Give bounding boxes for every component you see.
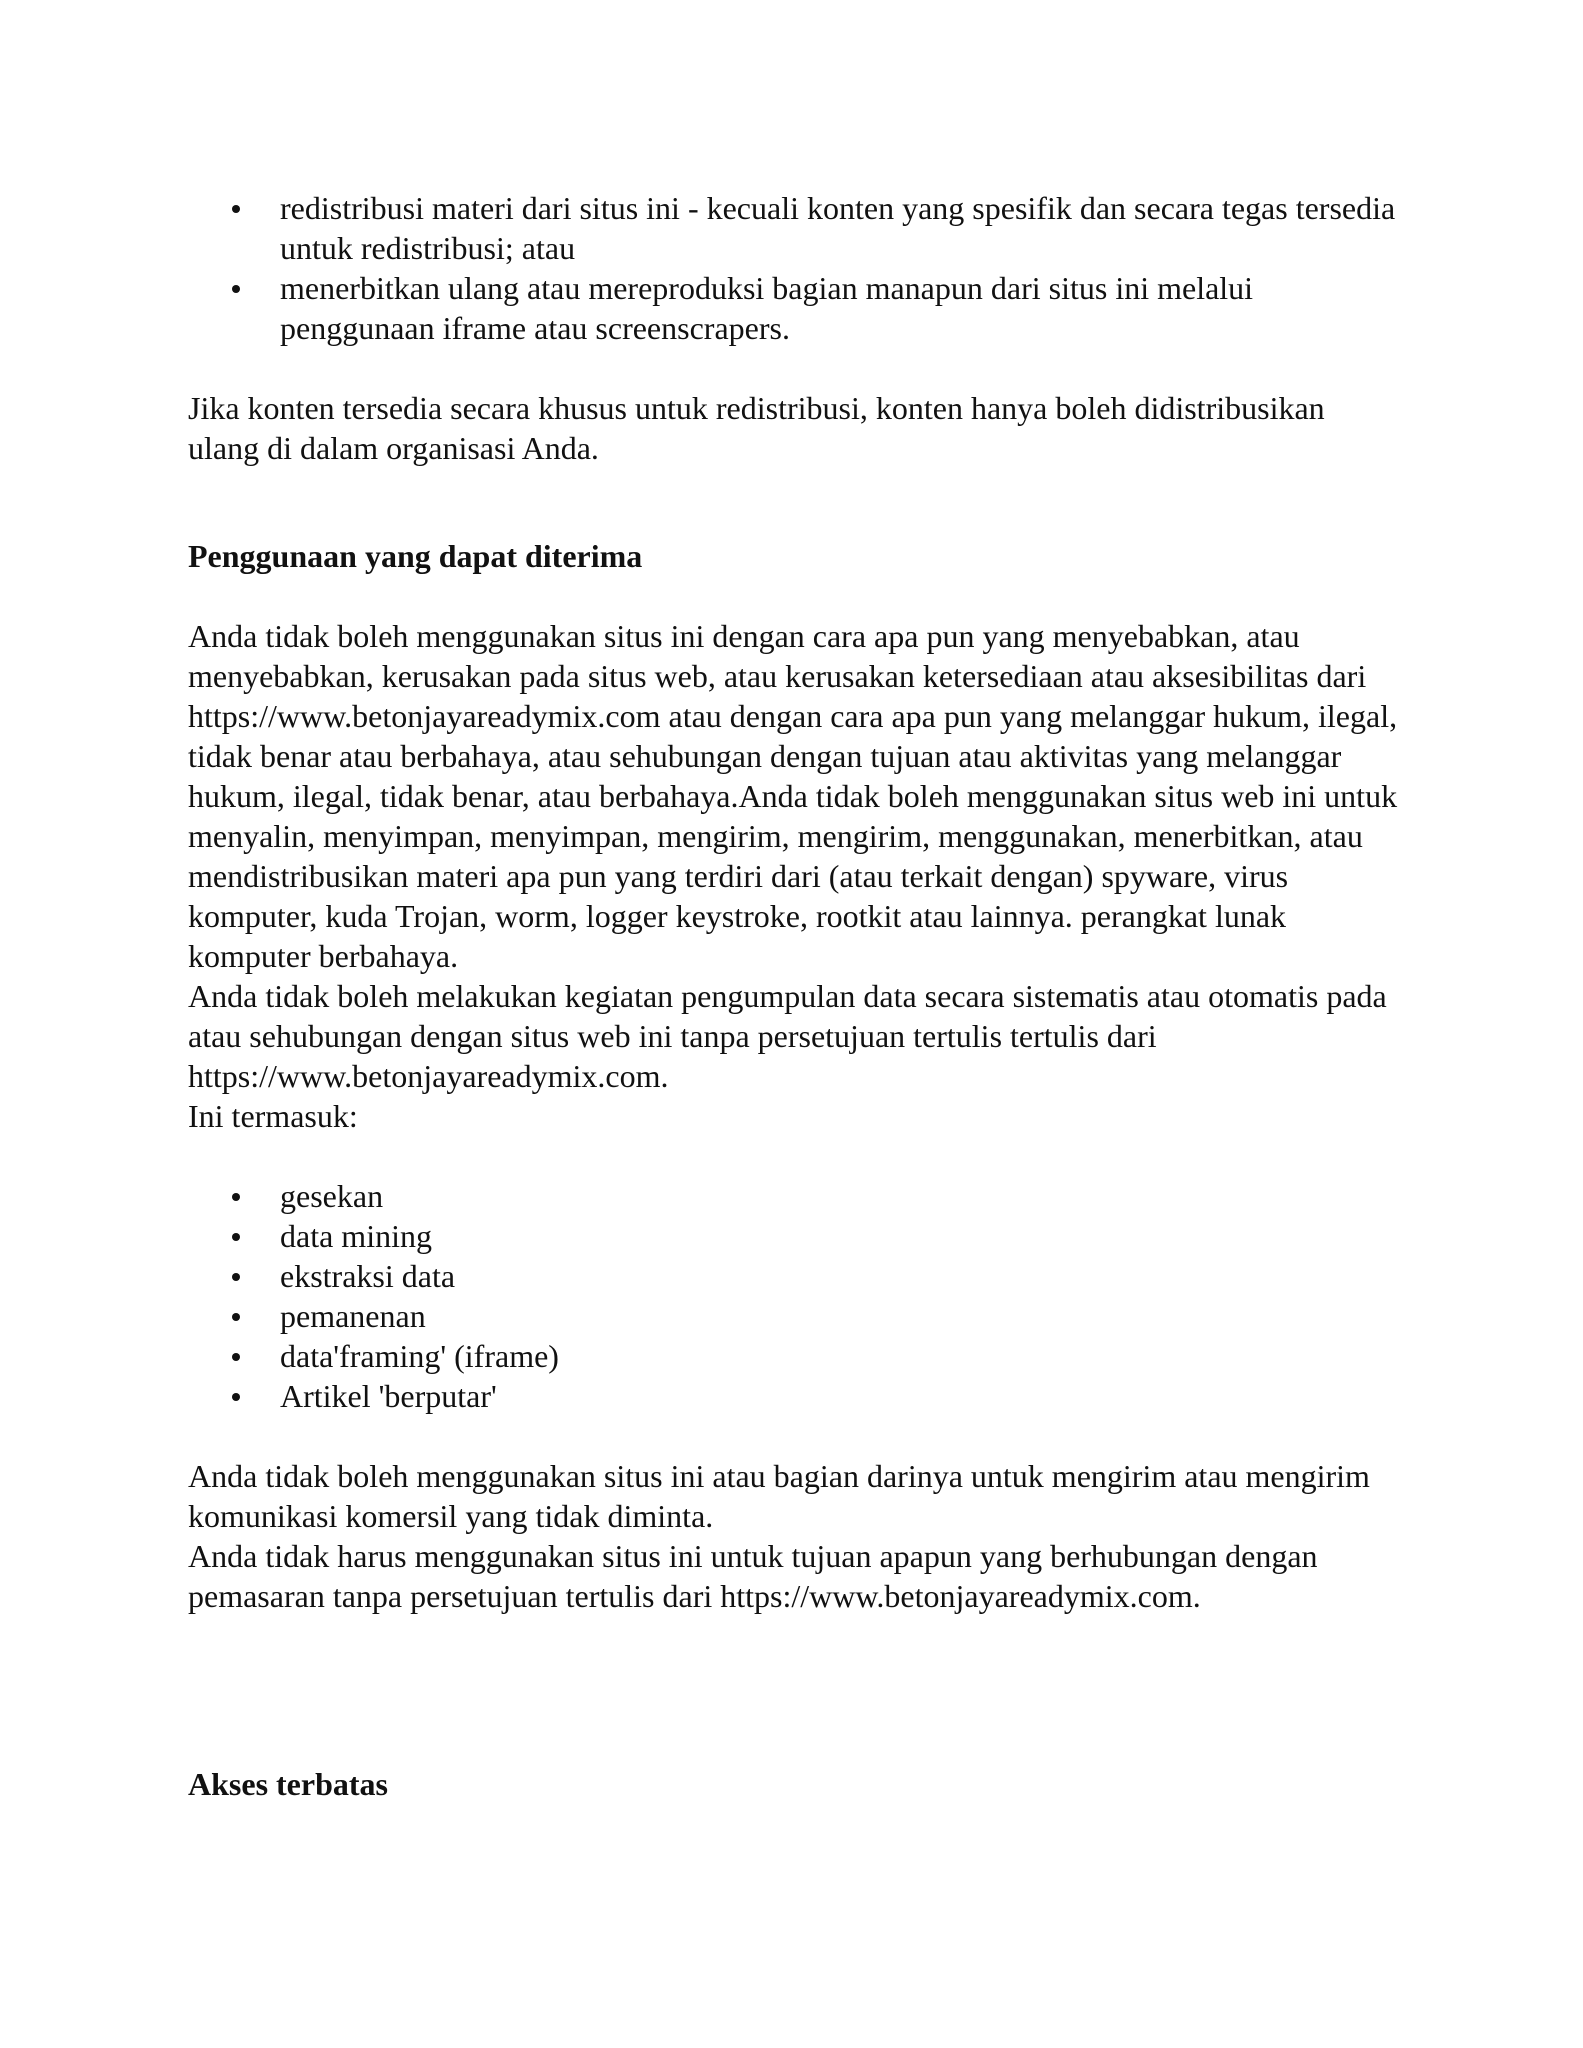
section-heading-restricted-access: Akses terbatas bbox=[188, 1766, 388, 1802]
list-item bbox=[188, 1176, 1398, 1216]
includes-label: Ini termasuk: bbox=[188, 1098, 358, 1134]
bullet-icon bbox=[232, 1273, 240, 1281]
list-item-text: menerbitkan ulang atau mereproduksi bagian manapun dari situs ini melalui penggunaan iframe atau screenscrapers. bbox=[280, 270, 1254, 346]
bullet-icon bbox=[232, 1393, 240, 1401]
bullet-icon bbox=[232, 285, 240, 293]
section-heading-acceptable-use: Penggunaan yang dapat diterima bbox=[188, 538, 643, 574]
list-item bbox=[188, 1376, 1398, 1416]
list-item bbox=[188, 188, 1398, 268]
list-item-text: gesekan bbox=[280, 1178, 384, 1214]
list-item bbox=[188, 1256, 1398, 1296]
unsolicited-communications-paragraph: Anda tidak boleh menggunakan situs ini atau bagian darinya untuk mengirim atau mengirim komunikasi komersil yang tidak diminta. bbox=[188, 1458, 1370, 1534]
bullet-icon bbox=[232, 1193, 240, 1201]
list-item-text: Artikel 'berputar' bbox=[280, 1378, 497, 1414]
list-item bbox=[188, 268, 1398, 348]
list-item-text: data'framing' (iframe) bbox=[280, 1338, 559, 1374]
acceptable-use-paragraph: Anda tidak boleh menggunakan situs ini dengan cara apa pun yang menyebabkan, atau menyebabkan, kerusakan pada situs web, atau kerusakan ketersediaan atau aksesibilitas dari https://www.betonjayareadymix.com atau dengan cara apa pun yang melanggar hukum, ilegal, tidak benar atau berbahaya, atau sehubungan dengan tujuan atau aktivitas yang melanggar hukum, ilegal, tidak benar, atau berbahaya.Anda tidak boleh menggunakan situs web ini untuk menyalin, menyimpan, menyimpan, mengirim, mengirim, menggunakan, menerbitkan, atau mendistribusikan materi apa pun yang terdiri dari (atau terkait dengan) spyware, virus komputer, kuda Trojan, worm, logger keystroke, rootkit atau lainnya. perangkat lunak komputer berbahaya. bbox=[188, 618, 1398, 974]
list-item-text: ekstraksi data bbox=[280, 1258, 456, 1294]
list-item-text: redistribusi materi dari situs ini - kecuali konten yang spesifik dan secara tegas tersedia untuk redistribusi; atau bbox=[280, 190, 1396, 266]
prohibited-activities-list bbox=[188, 1176, 1398, 1416]
marketing-paragraph: Anda tidak harus menggunakan situs ini untuk tujuan apapun yang berhubungan dengan pemasaran tanpa persetujuan tertulis dari https://www.betonjayareadymix.com. bbox=[188, 1538, 1318, 1614]
bullet-icon bbox=[232, 1353, 240, 1361]
list-item-text: data mining bbox=[280, 1218, 432, 1254]
list-item bbox=[188, 1296, 1398, 1336]
bullet-icon bbox=[232, 205, 240, 213]
document-content bbox=[188, 188, 1398, 1804]
data-collection-paragraph: Anda tidak boleh melakukan kegiatan pengumpulan data secara sistematis atau otomatis pada atau sehubungan dengan situs web ini tanpa persetujuan tertulis tertulis dari https://www.betonjayareadymix.com. bbox=[188, 978, 1387, 1094]
bullet-icon bbox=[232, 1313, 240, 1321]
list-item-text: pemanenan bbox=[280, 1298, 426, 1334]
redistribution-paragraph: Jika konten tersedia secara khusus untuk redistribusi, konten hanya boleh didistribusikan ulang di dalam organisasi Anda. bbox=[188, 390, 1325, 466]
bullet-icon bbox=[232, 1233, 240, 1241]
redistribution-restrictions-list bbox=[188, 188, 1398, 348]
list-item bbox=[188, 1336, 1398, 1376]
list-item bbox=[188, 1216, 1398, 1256]
